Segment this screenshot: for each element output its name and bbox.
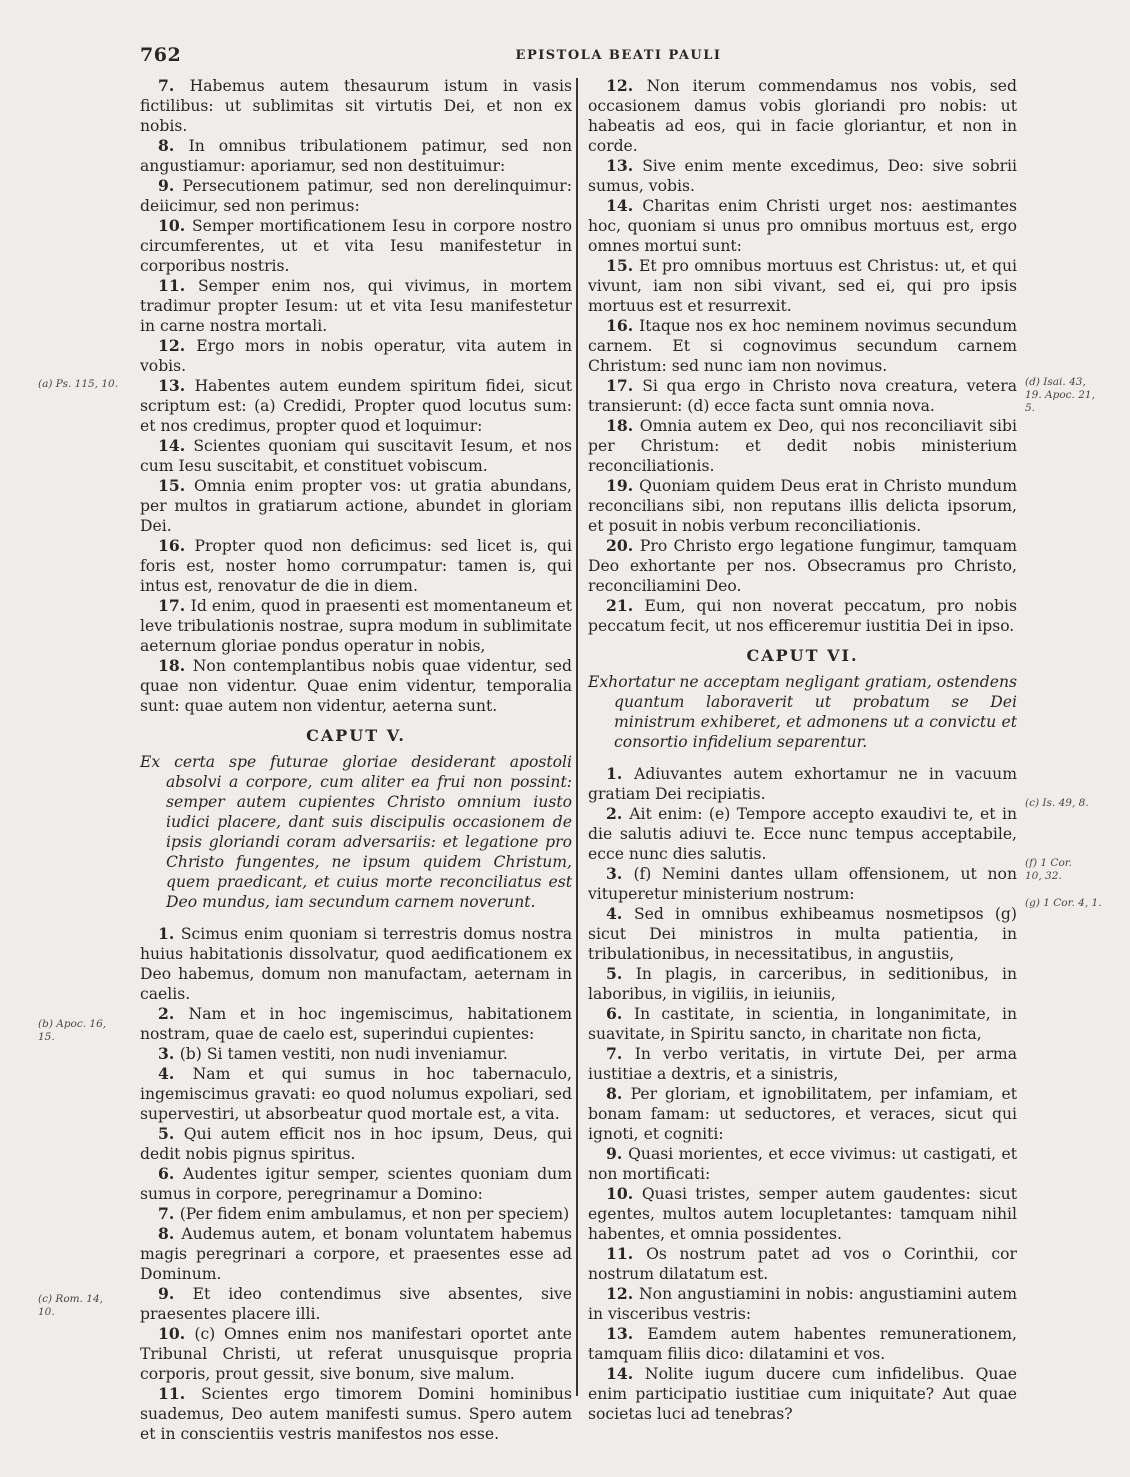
verse-number: 12. — [606, 76, 647, 95]
left-column — [140, 76, 572, 1444]
verse: 15. Omnia enim propter vos: ut gratia abundans, per multos in gratiarum actione, abundet in gloriam Dei. — [140, 476, 572, 535]
verse: 10. (c) Omnes enim nos manifestari oportet ante Tribunal Christi, ut referat unusquisque propria corporis, prout gessit, sive bonum, sive malum. — [140, 1324, 572, 1383]
margin-note: 15. — [38, 1031, 55, 1043]
chapter-heading: CAPUT V. — [306, 726, 406, 745]
verse: 4. Sed in omnibus exhibeamus nosmetipsos (g) sicut Dei ministros in multa patientia, in tribulationibus, in necessitatibus, in angustiis, — [588, 904, 1017, 963]
verse-number: 15. — [606, 256, 639, 275]
verse: 16. Propter quod non deficimus: sed licet is, qui foris est, noster homo corrumpatur: tamen is, qui intus est, renovatur de die in diem. — [140, 536, 572, 595]
verse-number: 10. — [158, 216, 192, 235]
verse-number: 1. — [606, 764, 635, 783]
margin-note: 10. — [38, 1306, 55, 1318]
verse-number: 18. — [606, 416, 640, 435]
verse-number: 8. — [606, 1084, 631, 1103]
verse-number: 8. — [158, 136, 189, 155]
verse-number: 8. — [158, 1224, 182, 1243]
verse: 14. Charitas enim Christi urget nos: aestimantes hoc, quoniam si unus pro omnibus mortuus est, ergo omnes mortui sunt: — [588, 196, 1017, 255]
verse-number: 11. — [158, 1384, 202, 1403]
verse: 6. Audentes igitur semper, scientes quoniam dum sumus in corpore, peregrinamur a Domino: — [140, 1164, 572, 1203]
running-title: EPISTOLA BEATI PAULI — [515, 48, 722, 63]
margin-note: 19. Apoc. 21, — [1025, 389, 1095, 401]
verse-number: 5. — [158, 1124, 184, 1143]
chapter-summary: Ex certa spe futurae gloriae desiderant apostoli absolvi a corpore, cum aliter ea frui non possint: semper autem cupientes Christo omnium iusto iudici placere, dant suis discipulis occasionem de ipsis gloriandi coram adversariis: et legatione pro Christo fungentes, ne ipsum quidem Christum, quem praedicant, et cuius morte reconciliatus est Deo mundus, iam secundum carnem noverunt. — [140, 753, 572, 911]
verse: 2. Nam et in hoc ingemiscimus, habitationem nostram, quae de caelo est, superindui cupientes: — [140, 1004, 572, 1043]
verse: 11. Os nostrum patet ad vos o Corinthii, cor nostrum dilatatum est. — [588, 1244, 1018, 1283]
verse: 17. Id enim, quod in praesenti est momentaneum et leve tribulationis nostrae, supra modum in sublimitate aeternum gloriae pondus operatur in nobis, — [140, 596, 572, 655]
verse-number: 9. — [158, 1284, 193, 1303]
margin-note: (c) Rom. 14, — [38, 1293, 103, 1305]
verse-number: 16. — [606, 316, 640, 335]
column-divider — [576, 78, 578, 1396]
verse-number: 10. — [158, 1324, 195, 1343]
verse: 11. Scientes ergo timorem Domini hominibus suademus, Deo autem manifesti sumus. Spero autem et in conscientiis vestris manifestos nos esse. — [140, 1384, 572, 1443]
verse: 3. (f) Nemini dantes ullam offensionem, ut non vituperetur ministerium nostrum: — [588, 864, 1017, 903]
verse-number: 9. — [158, 176, 183, 195]
verse-number: 17. — [606, 376, 643, 395]
verse: 3. (b) Si tamen vestiti, non nudi inveniamur. — [158, 1044, 508, 1063]
verse: 21. Eum, qui non noverat peccatum, pro nobis peccatum fecit, ut nos efficeremur iustitia Dei in ipso. — [588, 596, 1018, 635]
verse-number: 6. — [606, 1004, 634, 1023]
margin-note: (f) 1 Cor. — [1025, 857, 1072, 869]
verse-number: 1. — [158, 924, 181, 943]
verse-number: 14. — [606, 1364, 645, 1383]
margin-note: (b) Apoc. 16, — [38, 1018, 107, 1030]
verse-number: 2. — [158, 1004, 189, 1023]
margin-note: (c) Is. 49, 8. — [1025, 797, 1089, 809]
verse-number: 13. — [606, 1324, 648, 1343]
verse-number: 11. — [158, 276, 198, 295]
verse: 9. Et ideo contendimus sive absentes, sive praesentes placere illi. — [140, 1284, 572, 1323]
verse-number: 21. — [606, 596, 645, 615]
right-column — [588, 76, 1017, 1424]
page-number: 762 — [140, 44, 182, 66]
verse: 20. Pro Christo ergo legatione fungimur, tamquam Deo exhortante per nos. Obsecramus pro Christo, reconciliamini Deo. — [588, 536, 1017, 595]
verse-number: 19. — [606, 476, 640, 495]
verse-number: 14. — [158, 436, 194, 455]
verse: 12. Non iterum commendamus nos vobis, sed occasionem damus vobis gloriandi pro nobis: ut habeatis ad eos, qui in facie gloriantur, et non in corde. — [588, 76, 1017, 155]
verse-number: 13. — [606, 156, 643, 175]
verse: 13. Habentes autem eundem spiritum fidei, sicut scriptum est: (a) Credidi, Propter quod locutus sum: et nos credimus, propter quod et loquimur: — [140, 376, 572, 435]
verse: 19. Quoniam quidem Deus erat in Christo mundum reconcilians sibi, non reputans illis delicta ipsorum, et posuit in nobis verbum reconciliationis. — [588, 476, 1018, 535]
verse: 1. Adiuvantes autem exhortamur ne in vacuum gratiam Dei recipiatis. — [588, 764, 1017, 803]
page-header — [140, 44, 1017, 68]
verse-number: 7. — [158, 1204, 180, 1223]
verse-number: 7. — [158, 76, 190, 95]
verse-number: 4. — [606, 904, 634, 923]
verse: 7. In verbo veritatis, in virtute Dei, per arma iustitiae a dextris, et a sinistris, — [588, 1044, 1017, 1083]
verse-number: 3. — [158, 1044, 180, 1063]
verse: 14. Scientes quoniam qui suscitavit Iesum, et nos cum Iesu suscitabit, et constituet vobiscum. — [140, 436, 572, 475]
verse: 13. Eamdem autem habentes remunerationem, tamquam filiis dico: dilatamini et vos. — [588, 1324, 1017, 1363]
margin-note: (d) Isai. 43, — [1025, 376, 1086, 388]
verse: 10. Quasi tristes, semper autem gaudentes: sicut egentes, multos autem locupletantes: tamquam nihil habentes, et omnia possidentes. — [588, 1184, 1017, 1243]
verse-number: 16. — [158, 536, 195, 555]
verse: 8. Audemus autem, et bonam voluntatem habemus magis peregrinari a corpore, et praesentes esse ad Dominum. — [140, 1224, 572, 1283]
verse: 1. Scimus enim quoniam si terrestris domus nostra huius habitationis dissolvatur, quod aedificationem ex Deo habemus, domum non manufactam, aeternam in caelis. — [140, 924, 572, 1003]
margin-note: (g) 1 Cor. 4, 1. — [1025, 897, 1102, 909]
verse-number: 11. — [606, 1244, 647, 1263]
verse: 18. Non contemplantibus nobis quae videntur, sed quae non videntur. Quae enim videntur, temporalia sunt: quae autem non videntur, aeterna sunt. — [140, 656, 572, 715]
verse: 12. Non angustiamini in nobis: angustiamini autem in visceribus vestris: — [588, 1284, 1017, 1323]
verse-number: 17. — [158, 596, 191, 615]
verse: 7. (Per fidem enim ambulamus, et non per speciem) — [158, 1204, 570, 1223]
margin-note: (a) Ps. 115, 10. — [38, 378, 119, 390]
verse: 17. Si qua ergo in Christo nova creatura, vetera transierunt: (d) ecce facta sunt omnia nova. — [588, 376, 1017, 415]
verse-number: 20. — [606, 536, 640, 555]
verse: 2. Ait enim: (e) Tempore accepto exaudivi te, et in die salutis adiuvi te. Ecce nunc tempus acceptabile, ecce nunc dies salutis. — [588, 804, 1017, 863]
verse-number: 12. — [606, 1284, 640, 1303]
verse: 5. In plagis, in carceribus, in seditionibus, in laboribus, in vigiliis, in ieiuniis, — [588, 964, 1017, 1003]
verse: 16. Itaque nos ex hoc neminem novimus secundum carnem. Et si cognovimus secundum carnem Christum: sed nunc iam non novimus. — [588, 316, 1017, 375]
verse: 12. Ergo mors in nobis operatur, vita autem in vobis. — [140, 336, 572, 375]
verse: 10. Semper mortificationem Iesu in corpore nostro circumferentes, ut et vita Iesu manifestetur in corporibus nostris. — [140, 216, 572, 275]
verse-number: 9. — [606, 1144, 629, 1163]
verse: 9. Quasi morientes, et ecce vivimus: ut castigati, et non mortificati: — [588, 1144, 1017, 1183]
verse-number: 2. — [606, 804, 630, 823]
verse-number: 4. — [158, 1064, 193, 1083]
verse: 9. Persecutionem patimur, sed non derelinquimur: deiicimur, sed non perimus: — [140, 176, 572, 215]
verse: 11. Semper enim nos, qui vivimus, in mortem tradimur propter Iesum: ut et vita Iesu manifestetur in carne nostra mortali. — [140, 276, 573, 335]
verse: 5. Qui autem efficit nos in hoc ipsum, Deus, qui dedit nobis pignus spiritus. — [140, 1124, 572, 1163]
verse-number: 3. — [606, 864, 634, 883]
verse: 18. Omnia autem ex Deo, qui nos reconciliavit sibi per Christum: et dedit nobis ministerium reconciliationis. — [588, 416, 1018, 475]
verse-number: 5. — [606, 964, 636, 983]
margin-note: 5. — [1025, 402, 1036, 414]
verse-number: 18. — [158, 656, 193, 675]
verse: 8. In omnibus tribulationem patimur, sed non angustiamur: aporiamur, sed non destituimur: — [140, 136, 572, 175]
verse-number: 6. — [158, 1164, 184, 1183]
verse-number: 7. — [606, 1044, 635, 1063]
margin-note: 10, 32. — [1025, 870, 1062, 882]
verse-number: 14. — [606, 196, 643, 215]
verse-number: 10. — [606, 1184, 642, 1203]
verse: 15. Et pro omnibus mortuus est Christus: ut, et qui vivunt, iam non sibi vivant, sed ei, qui pro ipsis mortuus est et resurrexit. — [588, 256, 1017, 315]
chapter-heading: CAPUT VI. — [746, 646, 859, 665]
verse: 8. Per gloriam, et ignobilitatem, per infamiam, et bonam famam: ut seductores, et veraces, sicut qui ignoti, et cogniti: — [588, 1084, 1017, 1143]
verse: 6. In castitate, in scientia, in longanimitate, in suavitate, in Spiritu sancto, in charitate non ficta, — [588, 1004, 1017, 1043]
verse-number: 13. — [158, 376, 195, 395]
verse: 14. Nolite iugum ducere cum infidelibus. Quae enim participatio iustitiae cum iniquitate? Aut quae societas luci ad tenebras? — [588, 1364, 1017, 1423]
verse-number: 15. — [158, 476, 195, 495]
chapter-summary: Exhortatur ne acceptam negligant gratiam, ostendens quantum laboraverit ut probatum se Dei ministrum exhiberet, et admonens ut a convictu et consortio infidelium separentur. — [588, 673, 1017, 751]
verse-number: 12. — [158, 336, 197, 355]
verse: 13. Sive enim mente excedimus, Deo: sive sobrii sumus, vobis. — [588, 156, 1017, 195]
verse: 7. Habemus autem thesaurum istum in vasis fictilibus: ut sublimitas sit virtutis Dei, et non ex nobis. — [140, 76, 572, 135]
verse: 4. Nam et qui sumus in hoc tabernaculo, ingemiscimus gravati: eo quod nolumus expoliari, sed supervestiri, ut absorbeatur quod mortale est, a vita. — [140, 1064, 572, 1123]
